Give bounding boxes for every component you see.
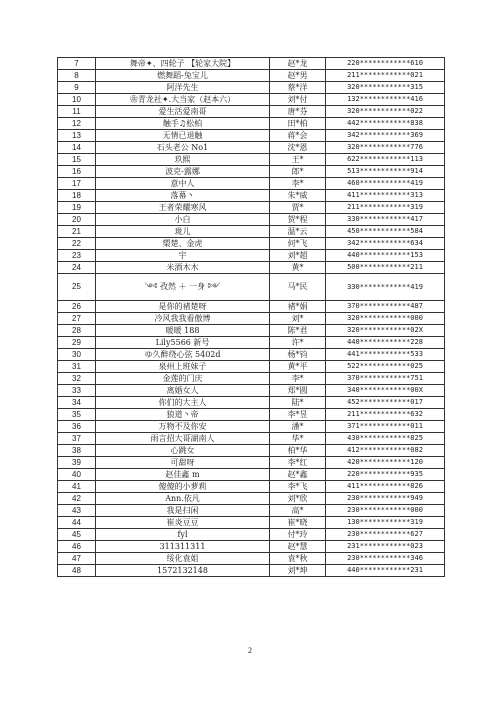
row-number-cell: 20 xyxy=(58,214,96,226)
nickname-cell: 宇 xyxy=(96,250,270,262)
nickname-cell: ༺ 孜然 ＋ 一身 ༻ xyxy=(96,274,270,301)
table-row xyxy=(58,469,445,481)
nickname-cell: 槊楚、金虎 xyxy=(96,238,270,250)
nickname-cell: 1572132148 xyxy=(96,565,270,577)
winner-name-cell: 刘*坤 xyxy=(270,565,326,577)
row-number-cell: 35 xyxy=(58,409,96,421)
row-number-cell: 42 xyxy=(58,493,96,505)
id-number-cell: 320************02X xyxy=(326,325,445,337)
winner-name-cell: 马*民 xyxy=(270,274,326,301)
id-number-cell: 440************153 xyxy=(326,250,445,262)
table-row xyxy=(58,94,445,106)
winner-name-cell: 潘* xyxy=(270,421,326,433)
nickname-cell: 波克-露娜 xyxy=(96,166,270,178)
winner-name-cell: 沈*恩 xyxy=(270,142,326,154)
row-number-cell: 31 xyxy=(58,361,96,373)
table-row xyxy=(58,250,445,262)
winner-name-cell: 蔡*洋 xyxy=(270,82,326,94)
id-number-cell: 230************627 xyxy=(326,529,445,541)
winner-name-cell: 唐*芬 xyxy=(270,106,326,118)
winner-name-cell: 高* xyxy=(270,505,326,517)
table-row xyxy=(58,262,445,274)
winner-name-cell: 崔*晓 xyxy=(270,517,326,529)
row-number-cell: 41 xyxy=(58,481,96,493)
winner-name-cell: 赵*龙 xyxy=(270,58,326,70)
winner-name-cell: 郑*圆 xyxy=(270,385,326,397)
table-row xyxy=(58,106,445,118)
id-number-cell: 440************231 xyxy=(326,565,445,577)
table-row xyxy=(58,202,445,214)
row-number-cell: 9 xyxy=(58,82,96,94)
nickname-cell: 是你的褚楚呀 xyxy=(96,301,270,313)
row-number-cell: 13 xyxy=(58,130,96,142)
id-number-cell: 411************313 xyxy=(326,190,445,202)
row-number-cell: 22 xyxy=(58,238,96,250)
id-number-cell: 420************120 xyxy=(326,457,445,469)
table-row xyxy=(58,190,445,202)
table-row xyxy=(58,361,445,373)
row-number-cell: 45 xyxy=(58,529,96,541)
table-row xyxy=(58,301,445,313)
table-row xyxy=(58,445,445,457)
winner-name-cell: 华* xyxy=(270,433,326,445)
row-number-cell: 28 xyxy=(58,325,96,337)
nickname-cell: 爱生活爱南哥 xyxy=(96,106,270,118)
winner-name-cell: 刘*超 xyxy=(270,250,326,262)
table-row xyxy=(58,517,445,529)
id-number-cell: 132************416 xyxy=(326,94,445,106)
row-number-cell: 33 xyxy=(58,385,96,397)
row-number-cell: 48 xyxy=(58,565,96,577)
row-number-cell: 19 xyxy=(58,202,96,214)
winner-name-cell: 柏*华 xyxy=(270,445,326,457)
nickname-cell: 绥化袁姐 xyxy=(96,553,270,565)
row-number-cell: 44 xyxy=(58,517,96,529)
winner-name-cell: 许* xyxy=(270,337,326,349)
table-row xyxy=(58,118,445,130)
table-row xyxy=(58,337,445,349)
id-number-cell: 450************584 xyxy=(326,226,445,238)
nickname-cell: 我是扫闲 xyxy=(96,505,270,517)
row-number-cell: 29 xyxy=(58,337,96,349)
nickname-cell: 意中人 xyxy=(96,178,270,190)
winner-name-cell: 赵*鑫 xyxy=(270,469,326,481)
row-number-cell: 43 xyxy=(58,505,96,517)
page-number: 2 xyxy=(248,646,252,655)
id-number-cell: 342************369 xyxy=(326,130,445,142)
row-number-cell: 39 xyxy=(58,457,96,469)
id-number-cell: 500************211 xyxy=(326,262,445,274)
row-number-cell: 36 xyxy=(58,421,96,433)
row-number-cell: 23 xyxy=(58,250,96,262)
nickname-cell: 燃舞蹈-兔宝儿 xyxy=(96,70,270,82)
table-row xyxy=(58,397,445,409)
row-number-cell: 17 xyxy=(58,178,96,190)
row-number-cell: 12 xyxy=(58,118,96,130)
id-number-cell: 211************021 xyxy=(326,70,445,82)
table-row xyxy=(58,421,445,433)
nickname-cell: 狼道丶帝 xyxy=(96,409,270,421)
nickname-cell: 可甜呀 xyxy=(96,457,270,469)
row-number-cell: 14 xyxy=(58,142,96,154)
nickname-cell: 舞帝✦、四轮子 【轮家大院】 xyxy=(96,58,270,70)
nickname-cell: 无情已退触 xyxy=(96,130,270,142)
row-number-cell: 25 xyxy=(58,274,96,301)
id-number-cell: 220************610 xyxy=(326,58,445,70)
row-number-cell: 47 xyxy=(58,553,96,565)
table-row xyxy=(58,529,445,541)
table-row xyxy=(58,433,445,445)
nickname-cell: 阿洋先生 xyxy=(96,82,270,94)
nickname-cell: fyl xyxy=(96,529,270,541)
id-number-cell: 130************319 xyxy=(326,517,445,529)
nickname-cell: 崔炎豆豆 xyxy=(96,517,270,529)
id-number-cell: 230************949 xyxy=(326,493,445,505)
table-row xyxy=(58,481,445,493)
winner-name-cell: 贺*程 xyxy=(270,214,326,226)
id-number-cell: 430************825 xyxy=(326,433,445,445)
id-number-cell: 320************776 xyxy=(326,142,445,154)
nickname-cell: 赵佳鑫 m xyxy=(96,469,270,481)
winners-table xyxy=(57,57,445,577)
nickname-cell: 金莲的门庆 xyxy=(96,373,270,385)
nickname-cell: Lily5566 新号 xyxy=(96,337,270,349)
winner-name-cell: 贾* xyxy=(270,202,326,214)
nickname-cell: 米酒木木 xyxy=(96,262,270,274)
id-number-cell: 330************419 xyxy=(326,274,445,301)
winner-name-cell: 李*昱 xyxy=(270,409,326,421)
row-number-cell: 46 xyxy=(58,541,96,553)
table-row xyxy=(58,553,445,565)
winner-name-cell: 李*红 xyxy=(270,457,326,469)
nickname-cell: 离婚女人 xyxy=(96,385,270,397)
row-number-cell: 10 xyxy=(58,94,96,106)
id-number-cell: 330************417 xyxy=(326,214,445,226)
row-number-cell: 8 xyxy=(58,70,96,82)
row-number-cell: 32 xyxy=(58,373,96,385)
id-number-cell: 452************017 xyxy=(326,397,445,409)
winner-name-cell: 黄*平 xyxy=(270,361,326,373)
winner-name-cell: 袁*秋 xyxy=(270,553,326,565)
winner-name-cell: 杨*钧 xyxy=(270,349,326,361)
table-row xyxy=(58,142,445,154)
row-number-cell: 16 xyxy=(58,166,96,178)
row-number-cell: 15 xyxy=(58,154,96,166)
winner-name-cell: 朱*威 xyxy=(270,190,326,202)
table-row xyxy=(58,70,445,82)
winner-name-cell: 刘*欣 xyxy=(270,493,326,505)
row-number-cell: 24 xyxy=(58,262,96,274)
winner-name-cell: 李* xyxy=(270,178,326,190)
id-number-cell: 211************632 xyxy=(326,409,445,421)
row-number-cell: 21 xyxy=(58,226,96,238)
winner-name-cell: 陆* xyxy=(270,397,326,409)
table-row xyxy=(58,226,445,238)
id-number-cell: 370************751 xyxy=(326,373,445,385)
nickname-cell: 玖熙 xyxy=(96,154,270,166)
nickname-cell: 311311311 xyxy=(96,541,270,553)
id-number-cell: 342************634 xyxy=(326,238,445,250)
nickname-cell: ❀青龙社✦.大当家（赵本六） xyxy=(96,94,270,106)
table-row xyxy=(58,493,445,505)
table-row xyxy=(58,313,445,325)
table-row xyxy=(58,82,445,94)
table-row xyxy=(58,565,445,577)
id-number-cell: 522************025 xyxy=(326,361,445,373)
table-row xyxy=(58,505,445,517)
nickname-cell: 傻傻的小萝莉 xyxy=(96,481,270,493)
winner-name-cell: 李* xyxy=(270,373,326,385)
nickname-cell: 珑儿 xyxy=(96,226,270,238)
winner-name-cell: 蒋*会 xyxy=(270,130,326,142)
table-row xyxy=(58,349,445,361)
winner-name-cell: 王* xyxy=(270,154,326,166)
nickname-cell: 泉州上班妹子 xyxy=(96,361,270,373)
winner-name-cell: 刘*付 xyxy=(270,94,326,106)
nickname-cell: 万物不及你安 xyxy=(96,421,270,433)
nickname-cell: ゆ久醉绕心弦 5402d xyxy=(96,349,270,361)
row-number-cell: 34 xyxy=(58,397,96,409)
id-number-cell: 231************023 xyxy=(326,541,445,553)
table-row xyxy=(58,541,445,553)
winner-name-cell: 褚*娟 xyxy=(270,301,326,313)
row-number-cell: 40 xyxy=(58,469,96,481)
row-number-cell: 27 xyxy=(58,313,96,325)
nickname-cell: 落幕丶 xyxy=(96,190,270,202)
id-number-cell: 440************228 xyxy=(326,337,445,349)
winner-name-cell: 赵*男 xyxy=(270,70,326,82)
row-number-cell: 38 xyxy=(58,445,96,457)
winner-name-cell: 温*云 xyxy=(270,226,326,238)
row-number-cell: 11 xyxy=(58,106,96,118)
winner-name-cell: 何*飞 xyxy=(270,238,326,250)
id-number-cell: 220************935 xyxy=(326,469,445,481)
table-row xyxy=(58,409,445,421)
winner-name-cell: 陈*君 xyxy=(270,325,326,337)
table-row xyxy=(58,214,445,226)
table-row xyxy=(58,178,445,190)
table-row xyxy=(58,274,445,301)
nickname-cell: 暖暖 188 xyxy=(96,325,270,337)
id-number-cell: 370************487 xyxy=(326,301,445,313)
id-number-cell: 371************011 xyxy=(326,421,445,433)
row-number-cell: 18 xyxy=(58,190,96,202)
id-number-cell: 441************533 xyxy=(326,349,445,361)
table-row xyxy=(58,238,445,250)
id-number-cell: 320************315 xyxy=(326,82,445,94)
winner-name-cell: 赵*慧 xyxy=(270,541,326,553)
id-number-cell: 412************082 xyxy=(326,445,445,457)
row-number-cell: 37 xyxy=(58,433,96,445)
table-row xyxy=(58,166,445,178)
nickname-cell: 石头老公 No1 xyxy=(96,142,270,154)
row-number-cell: 30 xyxy=(58,349,96,361)
table-row xyxy=(58,457,445,469)
table-row xyxy=(58,58,445,70)
id-number-cell: 340************00X xyxy=(326,385,445,397)
id-number-cell: 460************419 xyxy=(326,178,445,190)
nickname-cell: 心跳女 xyxy=(96,445,270,457)
id-number-cell: 211************319 xyxy=(326,202,445,214)
table-row xyxy=(58,325,445,337)
winner-name-cell: 李*飞 xyxy=(270,481,326,493)
winners-table-container xyxy=(57,57,444,577)
id-number-cell: 513************914 xyxy=(326,166,445,178)
id-number-cell: 622************113 xyxy=(326,154,445,166)
nickname-cell: 雨言招大哥湖南人 xyxy=(96,433,270,445)
id-number-cell: 411************826 xyxy=(326,481,445,493)
id-number-cell: 320************022 xyxy=(326,106,445,118)
row-number-cell: 7 xyxy=(58,58,96,70)
winner-name-cell: 刘* xyxy=(270,313,326,325)
id-number-cell: 320************000 xyxy=(326,313,445,325)
nickname-cell: 触手♫松柏 xyxy=(96,118,270,130)
nickname-cell: 冷风我我看傲博 xyxy=(96,313,270,325)
winners-table-body xyxy=(58,58,445,577)
nickname-cell: 你们的大主人 xyxy=(96,397,270,409)
row-number-cell: 26 xyxy=(58,301,96,313)
table-row xyxy=(58,385,445,397)
table-row xyxy=(58,154,445,166)
id-number-cell: 230************346 xyxy=(326,553,445,565)
id-number-cell: 442************838 xyxy=(326,118,445,130)
winner-name-cell: 黄* xyxy=(270,262,326,274)
table-row xyxy=(58,373,445,385)
table-row xyxy=(58,130,445,142)
winner-name-cell: 田*柏 xyxy=(270,118,326,130)
nickname-cell: 小白 xyxy=(96,214,270,226)
winner-name-cell: 郎* xyxy=(270,166,326,178)
nickname-cell: Ann.依凡 xyxy=(96,493,270,505)
nickname-cell: 王者荣耀寒风 xyxy=(96,202,270,214)
id-number-cell: 230************000 xyxy=(326,505,445,517)
winner-name-cell: 付*玲 xyxy=(270,529,326,541)
